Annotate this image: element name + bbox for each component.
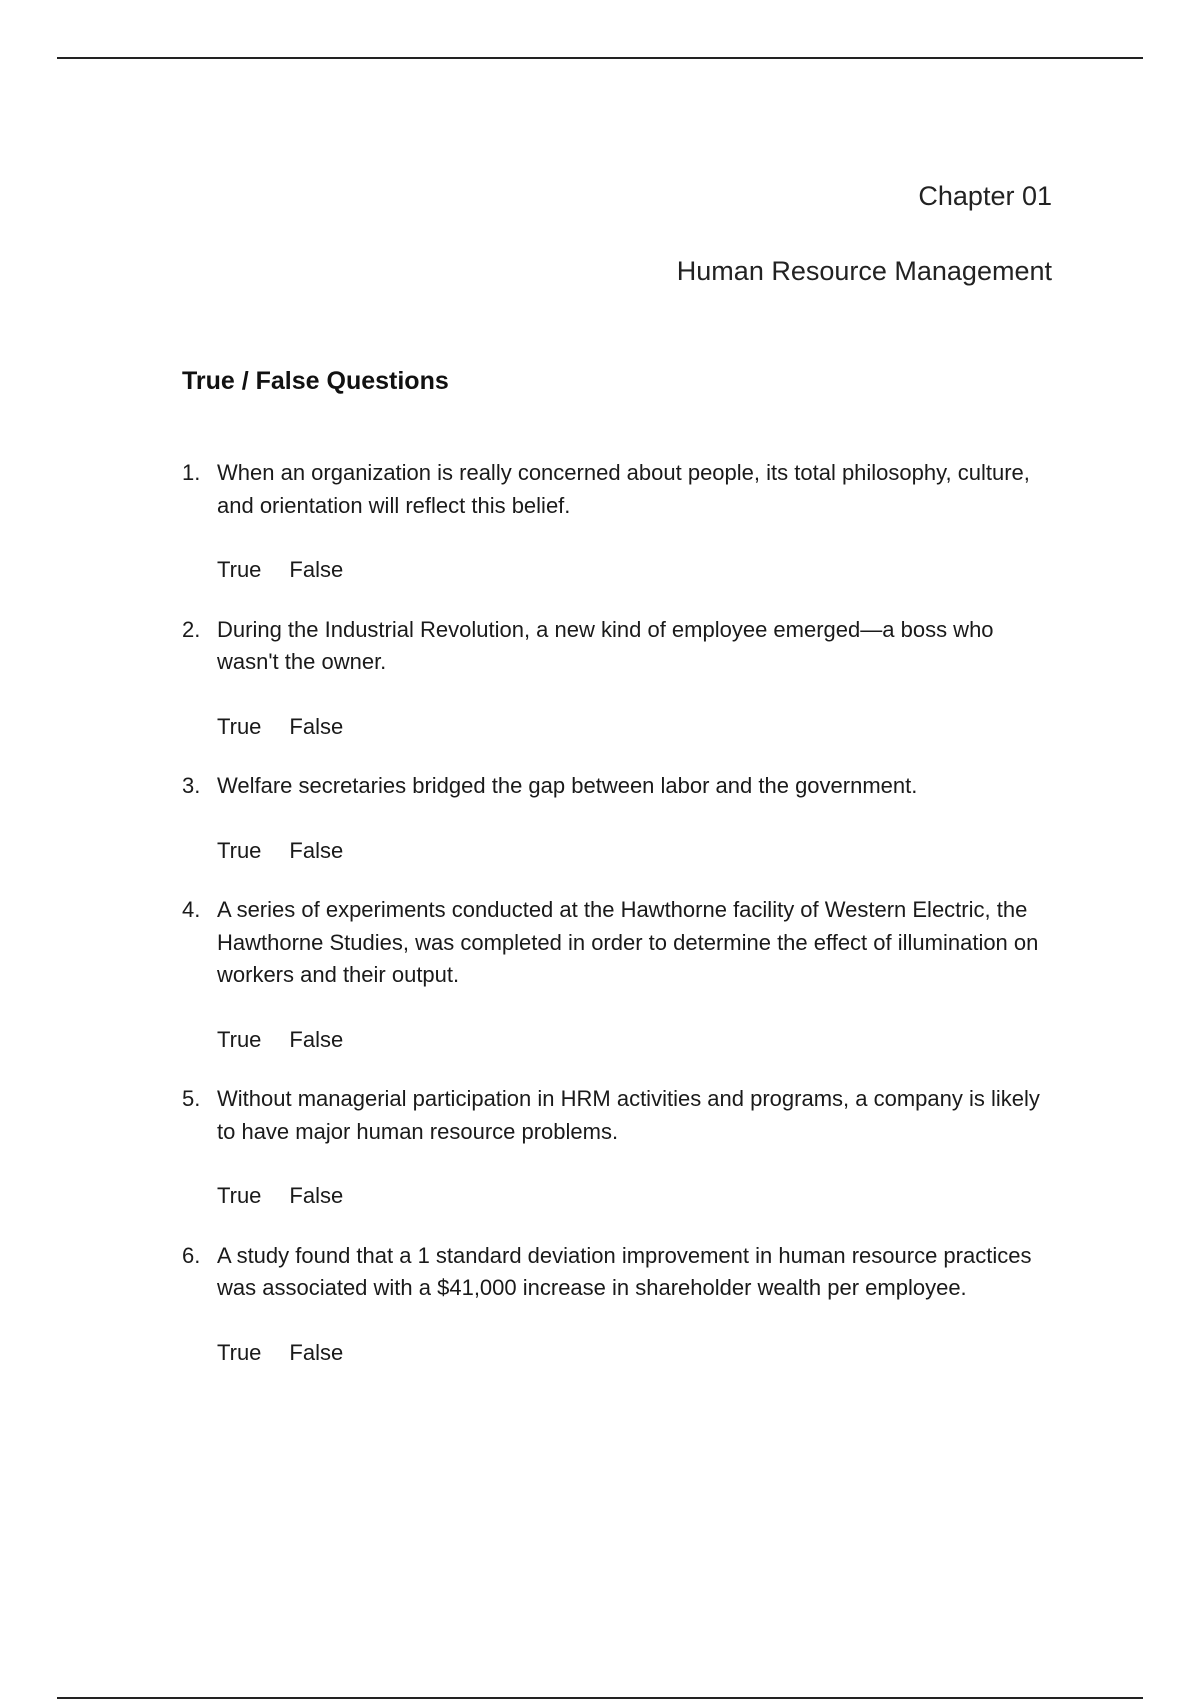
question-number: 2. bbox=[182, 616, 201, 642]
question-number: 4. bbox=[182, 897, 201, 922]
question-item-4 bbox=[182, 894, 1042, 1056]
answer-options bbox=[217, 711, 1042, 744]
answer-true[interactable]: True bbox=[217, 713, 262, 739]
question-text: Without managerial participation in HRM activities and programs, a company is likely to have major human resource problems. bbox=[217, 1086, 1040, 1144]
question-number: 5. bbox=[182, 1086, 201, 1111]
answer-false[interactable]: False bbox=[289, 1183, 344, 1208]
question-text: A study found that a 1 standard deviation improvement in human resource practices was associated with a $41,000 increase in shareholder wealth per employee. bbox=[217, 1242, 1032, 1300]
question-number: 6. bbox=[182, 1242, 201, 1268]
question-item-3 bbox=[182, 770, 1042, 867]
answer-false[interactable]: False bbox=[289, 1026, 344, 1052]
answer-false[interactable]: False bbox=[289, 1339, 344, 1365]
answer-options bbox=[217, 1337, 1042, 1370]
question-item-5 bbox=[182, 1083, 1042, 1213]
answer-options bbox=[217, 1024, 1042, 1057]
question-list bbox=[182, 457, 1042, 1396]
question-text: During the Industrial Revolution, a new kind of employee emerged—a boss who wasn't the owner. bbox=[217, 616, 994, 674]
question-number: 3. bbox=[182, 773, 201, 798]
question-text: When an organization is really concerned about people, its total philosophy, culture, and orientation will reflect this belief. bbox=[217, 460, 1030, 518]
chapter-label: Chapter 01 bbox=[918, 181, 1052, 211]
answer-true[interactable]: True bbox=[217, 1026, 262, 1052]
answer-options bbox=[217, 835, 1042, 868]
question-text: A series of experiments conducted at the Hawthorne facility of Western Electric, the Hawthorne Studies, was completed in order to determine the effect of illumination on workers and their output. bbox=[217, 897, 1039, 987]
answer-true[interactable]: True bbox=[217, 1183, 262, 1208]
answer-true[interactable]: True bbox=[217, 837, 262, 863]
answer-true[interactable]: True bbox=[217, 557, 262, 582]
answer-options bbox=[217, 1180, 1042, 1213]
answer-options bbox=[217, 554, 1042, 587]
question-text: Welfare secretaries bridged the gap between labor and the government. bbox=[217, 773, 918, 798]
subject-title: Human Resource Management bbox=[676, 256, 1052, 286]
question-item-1 bbox=[182, 457, 1042, 587]
answer-false[interactable]: False bbox=[289, 713, 344, 739]
answer-true[interactable]: True bbox=[217, 1339, 262, 1365]
question-number: 1. bbox=[182, 460, 201, 485]
question-item-2 bbox=[182, 614, 1042, 744]
question-item-6 bbox=[182, 1240, 1042, 1370]
bottom-divider bbox=[57, 1697, 1143, 1699]
answer-false[interactable]: False bbox=[289, 557, 344, 582]
answer-false[interactable]: False bbox=[289, 837, 344, 863]
top-divider bbox=[57, 57, 1143, 59]
section-heading: True / False Questions bbox=[182, 367, 449, 395]
